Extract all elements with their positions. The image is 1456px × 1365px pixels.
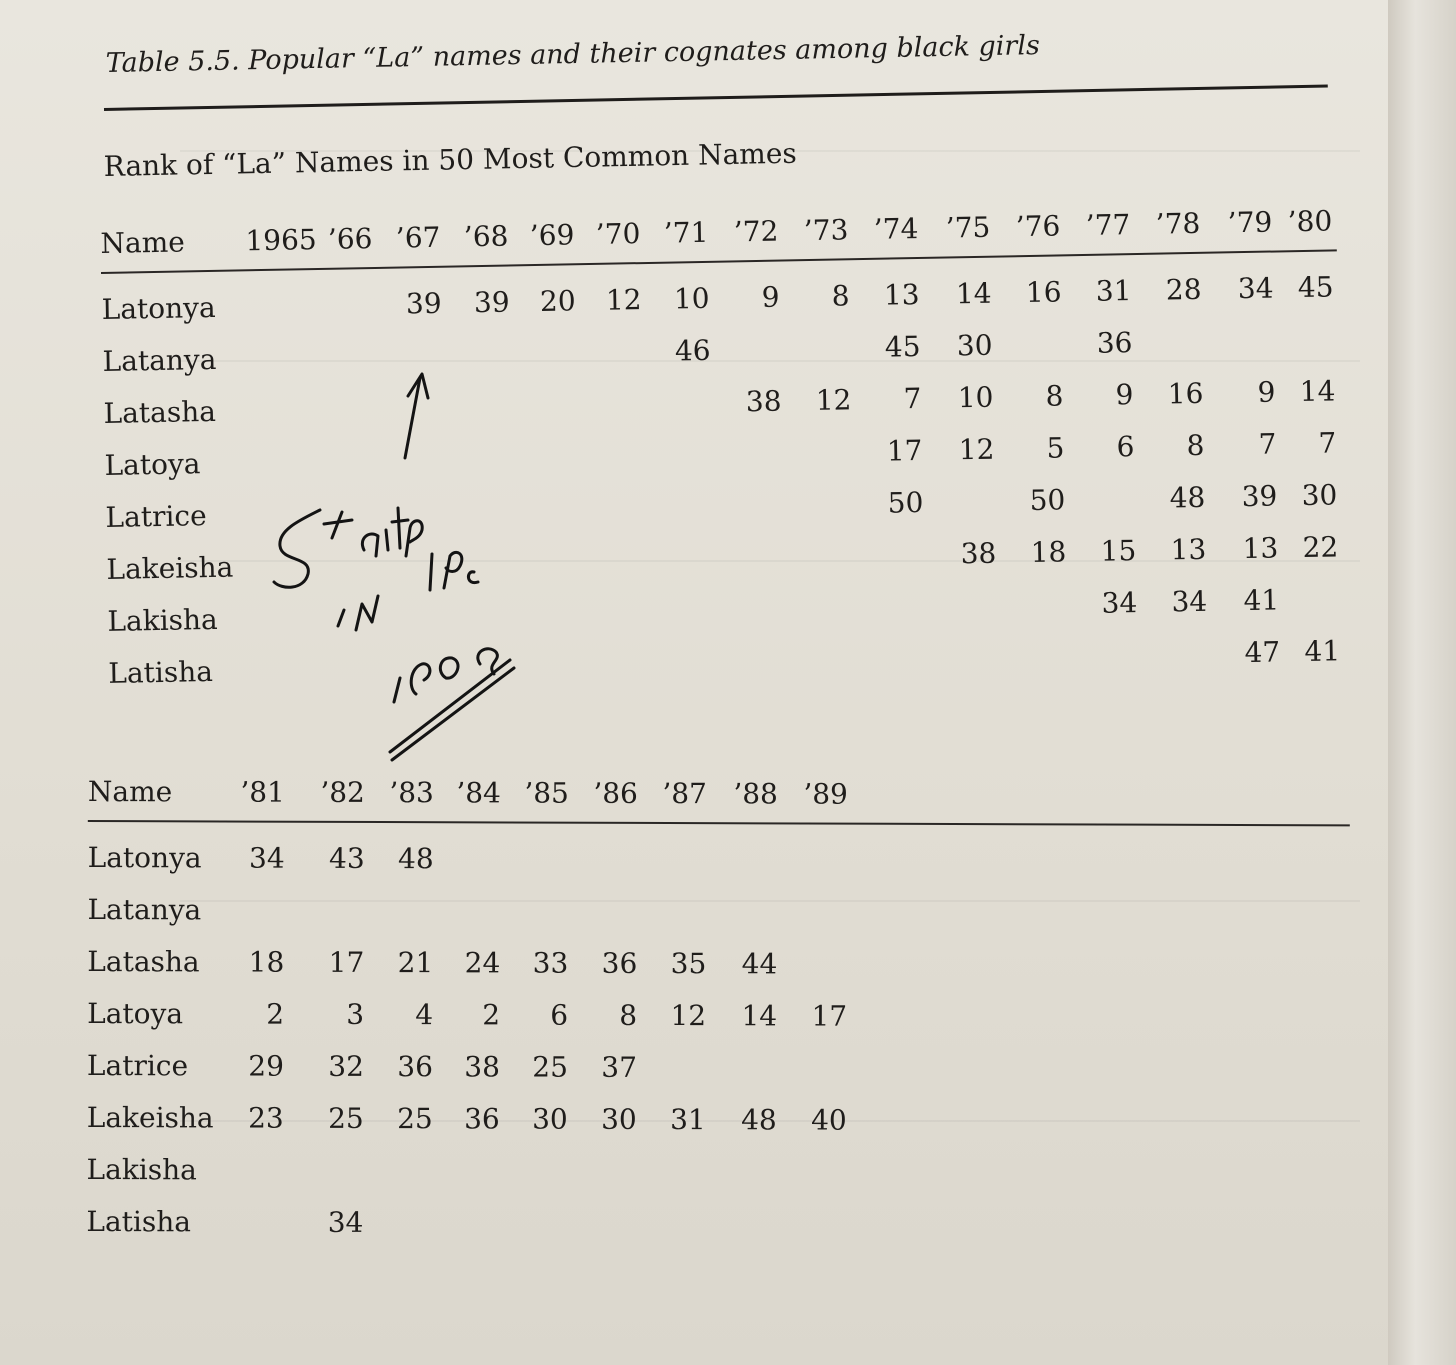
rank-cell: 30 (956, 328, 993, 363)
rank-cell: 13 (883, 277, 920, 312)
rank-cell: 35 (670, 947, 707, 981)
rank-cell: 14 (955, 276, 992, 311)
year-header: ’68 (463, 219, 509, 254)
header-row (100, 195, 1337, 270)
year-header: ’80 (1287, 204, 1333, 239)
row-name: Latisha (86, 1204, 192, 1239)
rank-cell: 8 (1045, 379, 1064, 413)
rank-cell: 8 (831, 279, 850, 313)
rank-cell: 20 (539, 284, 576, 318)
year-header: ’78 (1155, 206, 1201, 241)
year-header: ’73 (803, 213, 849, 248)
table-row (86, 1196, 1348, 1252)
row-name: Latonya (87, 840, 202, 875)
year-header: ’86 (593, 776, 638, 810)
year-header: ’66 (327, 222, 373, 256)
header-row (88, 766, 1350, 822)
year-header: ’79 (1227, 205, 1273, 240)
row-name: Lakeisha (106, 550, 234, 586)
rank-cell: 9 (761, 280, 780, 314)
rank-cell: 3 (346, 997, 365, 1031)
rank-cell: 9 (1257, 375, 1276, 409)
rank-cell: 36 (464, 1102, 500, 1136)
year-header: ’89 (803, 777, 848, 811)
row-name: Latrice (105, 499, 207, 534)
rank-cell: 40 (811, 1103, 847, 1137)
rank-cell: 34 (1237, 271, 1274, 306)
rank-cell: 17 (886, 433, 923, 468)
rank-cell: 12 (958, 432, 995, 467)
rank-cell: 36 (1096, 326, 1133, 360)
rank-table-1981-1989 (86, 766, 1350, 1252)
year-header: ’84 (456, 776, 501, 810)
rank-cell: 9 (1115, 378, 1134, 412)
year-header: ’72 (733, 214, 779, 249)
rank-cell: 25 (397, 1102, 433, 1136)
rank-cell: 22 (1302, 530, 1339, 565)
table-row (87, 988, 1349, 1044)
rank-cell: 33 (532, 946, 569, 980)
rank-cell: 31 (1095, 274, 1132, 308)
year-header: ’76 (1015, 209, 1061, 244)
rank-cell: 16 (1025, 275, 1062, 310)
table-row (88, 832, 1350, 888)
rank-cell: 6 (550, 998, 569, 1032)
rank-cell: 18 (248, 945, 285, 979)
year-header: 1965 (245, 223, 317, 258)
rank-cell: 36 (397, 1050, 434, 1084)
row-name: Latonya (101, 290, 216, 326)
year-header: ’82 (320, 775, 365, 809)
table-row (87, 1040, 1349, 1096)
rank-cell: 47 (1244, 635, 1281, 670)
year-header: ’87 (662, 777, 707, 811)
rank-cell: 2 (266, 997, 285, 1031)
rank-cell: 50 (887, 485, 924, 520)
row-name: Lakisha (86, 1152, 197, 1187)
table-subtitle: Rank of “La” Names in 50 Most Common Names (103, 136, 798, 183)
year-header: ’69 (529, 218, 575, 253)
rank-cell: 48 (741, 1103, 777, 1137)
rank-cell: 50 (1029, 483, 1066, 518)
rank-cell: 23 (248, 1101, 284, 1135)
rank-cell: 48 (397, 842, 434, 876)
title-rule (104, 85, 1328, 111)
rank-cell: 10 (957, 380, 994, 415)
row-name: Latisha (108, 655, 214, 690)
rank-cell: 41 (1243, 583, 1280, 618)
rank-cell: 18 (1030, 535, 1067, 569)
rank-cell: 12 (605, 283, 642, 317)
rank-cell: 21 (397, 946, 434, 980)
rank-cell: 2 (482, 998, 501, 1032)
rank-cell: 14 (1299, 374, 1336, 409)
column-header-name: Name (87, 774, 173, 809)
rank-cell: 34 (327, 1205, 364, 1239)
page-fold-shadow (1388, 0, 1456, 1365)
rank-cell: 38 (745, 384, 782, 419)
rank-cell: 15 (1100, 534, 1137, 568)
rank-cell: 5 (1046, 431, 1065, 465)
row-name: Latrice (86, 1048, 189, 1083)
rank-cell: 46 (674, 333, 711, 368)
rank-cell: 38 (464, 1050, 501, 1084)
rank-cell: 41 (1304, 634, 1341, 668)
row-name: Lakeisha (86, 1100, 214, 1135)
table-row (87, 1092, 1349, 1148)
rank-cell: 12 (815, 383, 852, 417)
rank-cell: 34 (1171, 584, 1208, 619)
row-name: Latasha (87, 944, 200, 979)
row-name: Latasha (103, 394, 217, 430)
rank-cell: 38 (960, 536, 997, 571)
rank-cell: 31 (670, 1103, 706, 1137)
year-header: ’71 (663, 215, 709, 250)
year-header: ’85 (524, 776, 569, 810)
rank-cell: 48 (1169, 480, 1206, 515)
year-header: ’70 (595, 217, 641, 251)
rank-cell: 24 (464, 946, 501, 980)
year-header: ’81 (240, 775, 285, 809)
rank-cell: 4 (415, 998, 434, 1032)
rank-cell: 39 (405, 286, 442, 321)
row-name: Latoya (87, 996, 184, 1031)
table-row (87, 884, 1349, 940)
row-name: Lakisha (107, 602, 218, 638)
year-header: ’67 (395, 220, 441, 255)
rank-cell: 25 (328, 1101, 364, 1135)
row-name: Latanya (87, 892, 202, 927)
rank-cell: 8 (619, 998, 638, 1032)
rank-cell: 37 (601, 1050, 638, 1084)
rank-table-1965-1980 (100, 195, 1345, 700)
rank-cell: 17 (811, 999, 848, 1033)
rank-cell: 39 (1241, 479, 1278, 514)
rank-cell: 29 (248, 1049, 285, 1083)
rank-cell: 30 (601, 1102, 637, 1136)
rank-cell: 6 (1116, 430, 1135, 464)
rank-cell: 34 (248, 841, 285, 875)
rank-cell: 17 (328, 945, 365, 979)
year-header: ’88 (733, 777, 778, 811)
rank-cell: 30 (532, 1102, 568, 1136)
rank-cell: 12 (670, 999, 707, 1033)
column-header-name: Name (100, 225, 186, 260)
rank-cell: 45 (884, 329, 921, 364)
rank-cell: 7 (1318, 426, 1337, 460)
row-name: Latoya (104, 447, 201, 482)
rank-cell: 14 (741, 999, 778, 1033)
rank-cell: 13 (1170, 532, 1207, 567)
rank-cell: 39 (473, 285, 510, 320)
rank-cell: 36 (601, 946, 638, 980)
year-header: ’77 (1085, 208, 1131, 242)
rank-cell: 7 (1258, 427, 1277, 461)
rank-cell: 44 (741, 947, 778, 981)
year-header: ’75 (945, 210, 991, 245)
row-name: Latanya (102, 342, 217, 378)
rank-cell: 45 (1297, 270, 1334, 305)
rank-cell: 13 (1242, 531, 1279, 566)
rank-cell: 43 (328, 841, 365, 875)
rank-cell: 28 (1165, 272, 1202, 307)
rank-cell: 7 (903, 381, 922, 416)
table-row (86, 1144, 1348, 1200)
rank-cell: 16 (1167, 376, 1204, 411)
year-header: ’74 (873, 212, 919, 246)
table-title: Table 5.5. Popular “La” names and their cognates among black girls (105, 30, 1041, 79)
rank-cell: 8 (1186, 428, 1205, 463)
table-row (87, 936, 1349, 992)
rank-cell: 10 (673, 281, 710, 316)
rank-cell: 30 (1301, 478, 1338, 513)
rank-cell: 34 (1101, 586, 1138, 620)
rank-cell: 32 (328, 1049, 365, 1083)
year-header: ’83 (389, 776, 434, 810)
rank-cell: 25 (532, 1050, 569, 1084)
